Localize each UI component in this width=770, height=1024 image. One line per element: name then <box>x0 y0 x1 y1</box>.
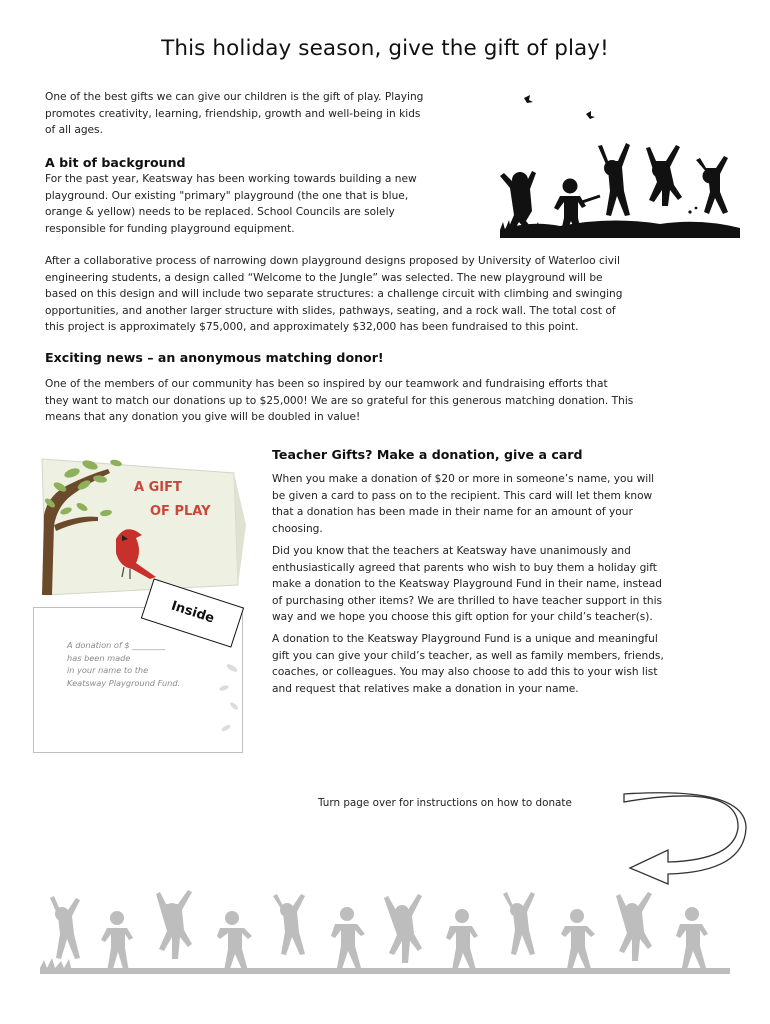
intro-paragraph <box>45 89 495 139</box>
teacher-paragraph-1 <box>272 471 732 537</box>
news-line: they want to match our donations up to $25,000! We are so grateful for this generous matching donation. This <box>45 394 634 407</box>
gift-card-front-illustration <box>38 455 248 600</box>
teacher-paragraph-2 <box>272 543 732 626</box>
teacher-line: gift you can give your child’s teacher, as well as family members, friends, <box>272 649 664 662</box>
teacher-line: A donation to the Keatsway Playground Fund is a unique and meaningful <box>272 633 658 645</box>
teacher-line: of purchasing other items? We are thrilled to have teacher support in this <box>272 594 663 607</box>
teacher-line: Did you know that the teachers at Keatsway have unanimously and <box>272 545 631 557</box>
teacher-line: coaches, or colleagues. You may also choose to add this to your wish list <box>272 666 658 678</box>
process-line: engineering students, a design called “Welcome to the Jungle” was selected. The new playground will be <box>45 271 603 284</box>
news-paragraph <box>45 376 745 426</box>
inside-line: A donation of $ ________ <box>67 640 165 650</box>
teacher-heading: Teacher Gifts? Make a donation, give a card <box>272 447 583 462</box>
background-line: responsible for funding playground equipment. <box>45 222 295 235</box>
card-front-title-line1: A GIFT <box>134 480 182 495</box>
process-line: this project is approximately $75,000, and approximately $32,000 has been fundraised to this point. <box>45 321 579 333</box>
intro-line: One of the best gifts we can give our children is the gift of play. Playing <box>45 91 424 103</box>
intro-line: promotes creativity, learning, friendship, growth and well-being in kids <box>45 107 421 120</box>
background-heading: A bit of background <box>45 155 186 170</box>
news-heading: Exciting news – an anonymous matching donor! <box>45 350 384 365</box>
news-line: means that any donation you give will be doubled in value! <box>45 411 361 423</box>
inside-label-tag: Inside <box>141 578 244 647</box>
falling-leaves-decoration <box>214 658 244 748</box>
background-line: For the past year, Keatsway has been working towards building a new <box>45 173 417 185</box>
process-line: opportunities, and another larger structure with slides, pathways, seating, and a rock wall. The total cost of <box>45 304 616 317</box>
inside-line: in your name to the <box>67 665 149 675</box>
children-silhouette-illustration <box>500 88 740 258</box>
background-line: orange & yellow) needs to be replaced. School Councils are solely <box>45 206 395 218</box>
inside-line: Keatsway Playground Fund. <box>67 677 181 688</box>
butterfly-icon <box>524 95 533 103</box>
process-line: based on this design and will include two separate structures: a challenge circuit with climbing and swinging <box>45 288 623 300</box>
butterfly-icon <box>586 111 595 119</box>
teacher-line: choosing. <box>272 522 323 535</box>
page-title: This holiday season, give the gift of play! <box>161 36 609 61</box>
background-line: playground. Our existing "primary" playground (the one that is blue, <box>45 189 409 202</box>
process-line: After a collaborative process of narrowing down playground designs proposed by University of Waterloo civil <box>45 255 620 267</box>
children-row-silhouette-illustration <box>40 888 730 978</box>
teacher-paragraph-3 <box>272 631 732 697</box>
teacher-line: way and we hope you choose this gift option for your child’s teacher(s). <box>272 611 653 623</box>
inside-card-text <box>67 639 232 689</box>
background-paragraph <box>45 171 485 237</box>
teacher-line: be given a card to pass on to the recipient. This card will let them know <box>272 489 653 502</box>
turn-page-note: Turn page over for instructions on how to donate <box>318 797 572 809</box>
inside-line: has been made <box>67 652 131 663</box>
news-line: One of the members of our community has been so inspired by our teamwork and fundraising efforts that <box>45 378 608 390</box>
turn-page-arrow-icon <box>620 788 750 888</box>
teacher-line: When you make a donation of $20 or more in someone’s name, you will <box>272 473 655 485</box>
teacher-line: and request that relatives make a donation in your name. <box>272 682 579 695</box>
teacher-line: make a donation to the Keatsway Playground Fund in their name, instead <box>272 578 662 590</box>
intro-line: of all ages. <box>45 124 103 136</box>
teacher-line: enthusiastically agreed that parents who wish to buy them a holiday gift <box>272 561 657 574</box>
process-paragraph <box>45 253 745 336</box>
card-front-title-line2: OF PLAY <box>150 504 211 519</box>
teacher-line: that a donation has been made in their name for an amount of your <box>272 506 633 518</box>
